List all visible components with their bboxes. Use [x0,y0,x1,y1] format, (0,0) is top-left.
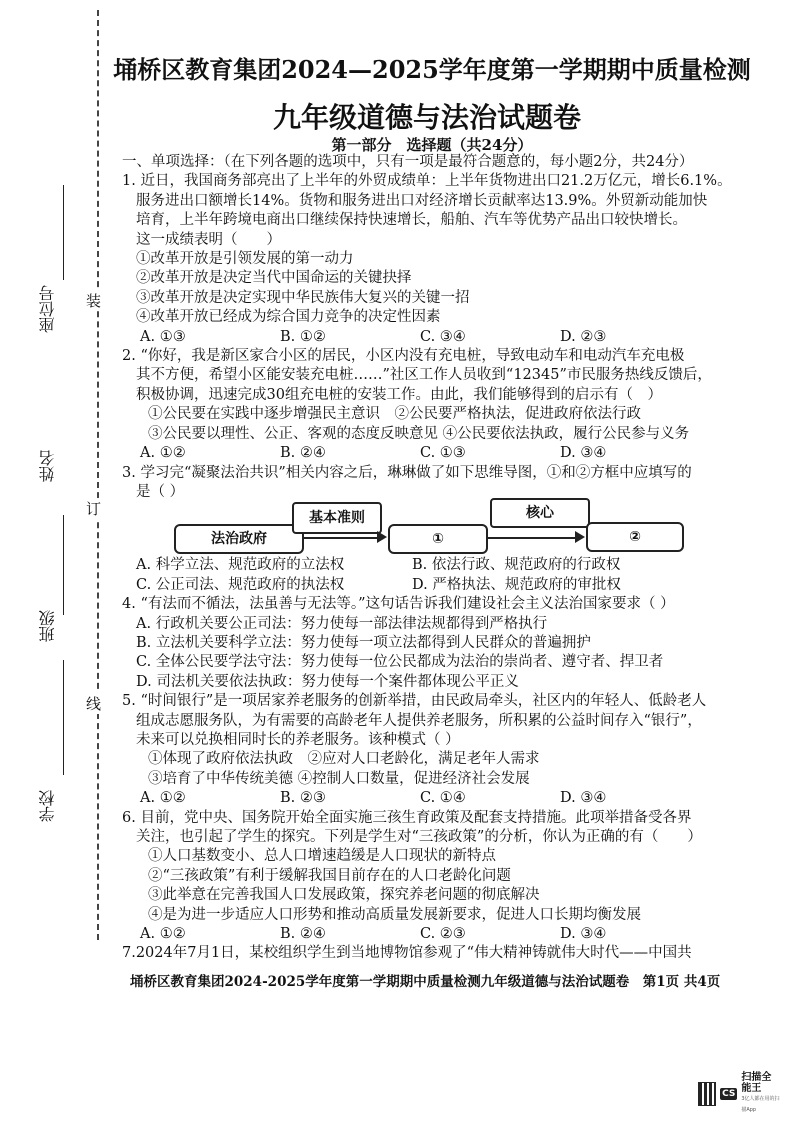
section-heading: 第一部分 选择题（共24分） [331,136,533,154]
option-c[interactable]: C. ③④ [420,328,466,345]
statement: ②改革开放是决定当代中国命运的关键抉择 [136,270,412,287]
qr-code-icon [698,1082,716,1106]
statement: ④是为进一步适应人口形势和推动高质量发展新要求，促进人口长期均衡发展 [148,906,641,923]
question-line: 积极协调，迅速完成30组充电桩的安装工作。由此，我们能够得到的启示有（ ） [136,386,662,403]
binding-char-ding: 订 [86,500,102,518]
option-a[interactable]: A. 行政机关要公正司法：努力使每一部法律法规都得到严格执行 [136,615,548,632]
box-blank-2: ② [586,522,684,552]
statement: ④改革开放已经成为综合国力竞争的决定性因素 [136,309,441,326]
option-c[interactable]: C. ①③ [420,445,466,462]
box-blank-1: ① [388,524,488,554]
option-b[interactable]: B. ②③ [280,790,326,807]
statement: ③公民要以理性、公正、客观的态度反映意见 ④公民要依法执政，履行公民参与义务 [148,425,690,442]
options-row [122,925,784,944]
arrow-2 [486,537,576,539]
option-b[interactable]: B. 立法机关要科学立法：努力使每一项立法都得到人民群众的普遍拥护 [136,634,591,651]
box-rule-of-law-government: 法治政府 [174,524,304,554]
question-line: 服务进出口额增长14%。货物和服务进出口对经济增长贡献率达13.9%。外贸新动能加快 [136,192,708,209]
statement: ①改革开放是引领发展的第一动力 [136,251,354,268]
question-line: 这一成绩表明（ ） [136,231,281,248]
option-d[interactable]: D. ③④ [560,445,607,462]
option-d[interactable]: D. ②③ [560,328,607,345]
page-footer: 埇桥区教育集团2024-2025学年度第一学期期中质量检测九年级道德与法治试题卷 第1页 共4页 [130,974,721,990]
scanner-watermark [698,1072,780,1113]
seat-number-label: 座位号 [38,285,57,333]
statement: ①人口基数变小、总人口增速趋缓是人口现状的新特点 [148,848,496,865]
mind-map-diagram [122,504,784,556]
arrowhead-2 [575,531,585,543]
label-core: 核心 [490,498,590,528]
option-b[interactable]: B. ①② [280,328,326,345]
option-d[interactable]: D. ③④ [560,926,607,943]
option-d[interactable]: D. 严格执法、规范政府的审批权 [412,576,621,593]
option-a[interactable]: A. ①② [140,445,186,462]
question-3 [122,464,784,596]
options-row [122,556,784,575]
question-line: 是（ ） [136,483,185,500]
question-line: 培育，上半年跨境电商出口继续保持快速增长，船舶、汽车等优势产品出口较快增长。 [136,212,687,229]
question-2 [122,347,784,463]
question-1 [122,172,784,347]
option-a[interactable]: A. 科学立法、规范政府的立法权 [136,557,345,574]
question-line: 4. “有法而不循法，法虽善与无法等。”这句话告诉我们建设社会主义法治国家要求（ ） [122,596,675,613]
question-5 [122,692,784,808]
question-content [122,153,784,964]
scanner-brand [741,1072,780,1116]
scanner-tagline: 3亿人都在用的扫描App [741,1096,780,1113]
option-b[interactable]: B. ②④ [280,445,326,462]
statement: ②“三孩政策”有利于缓解我国目前存在的人口老龄化问题 [148,867,511,884]
question-line: 1. 近日，我国商务部亮出了上半年的外贸成绩单：上半年货物进出口21.2万亿元，增长6.1%。 [122,173,732,190]
statement: ③此举意在完善我国人口发展政策，探究养老问题的彻底解决 [148,887,540,904]
option-c[interactable]: C. ①④ [420,790,466,807]
class-label: 班级 [38,610,57,642]
option-a[interactable]: A. ①② [140,926,186,943]
options-row [122,789,784,808]
question-4 [122,595,784,692]
question-line: 组成志愿服务队，为有需要的高龄老年人提供养老服务，所积累的公益时间存入“银行”， [136,712,702,729]
question-line: 其不方便，希望小区能安装充电桩……”社区工作人员收到“12345”市民服务热线反馈后， [136,367,712,384]
exam-subtitle: 九年级道德与法治试题卷 [272,101,581,134]
question-line: 关注，也引起了学生的探究。下列是学生对“三孩政策”的分析，你认为正确的有（ ） [136,829,702,845]
question-line: 5. “时间银行”是一项居家养老服务的创新举措，由民政局牵头，社区内的年轻人、低龄老人 [122,693,707,710]
statement: ①公民要在实践中逐步增强民主意识 ②公民要严格执法，促进政府依法行政 [148,406,641,423]
options-row [122,576,784,595]
scanner-name: 扫描全能王 [741,1072,772,1094]
question-line: 2. “你好，我是新区家合小区的居民，小区内没有充电桩，导致电动车和电动汽车充电极 [122,348,685,365]
exam-title: 埇桥区教育集团2024—2025学年度第一学期期中质量检测 [113,55,751,84]
question-7 [122,944,784,963]
binding-char-xian: 线 [86,695,102,713]
statement: ①体现了政府依法执政 ②应对人口老龄化，满足老年人需求 [148,751,540,768]
options-row [122,444,784,463]
question-line: 6. 目前，党中央、国务院开始全面实施三孩生育政策及配套支持措施。此项举措备受各界 [122,809,692,826]
class-blank [63,660,64,775]
name-label: 姓名 [38,450,57,482]
option-c[interactable]: C. 全体公民要学法守法：努力使每一位公民都成为法治的崇尚者、遵守者、捍卫者 [136,654,664,671]
binding-char-zhuang: 装 [86,292,102,310]
statement: ③培育了中华传统美德 ④控制人口数量，促进经济社会发展 [148,770,530,787]
option-c[interactable]: C. ②③ [420,926,466,943]
name-blank [63,515,64,615]
statement: ③改革开放是决定实现中华民族伟大复兴的关键一招 [136,289,470,306]
question-line: 未来可以兑换相同时长的养老服务。该种模式（ ） [136,731,460,748]
instructions: 一、单项选择：（在下列各题的选项中，只有一项是最符合题意的，每小题2分，共24分） [122,154,694,170]
option-b[interactable]: B. ②④ [280,926,326,943]
option-a[interactable]: A. ①② [140,790,186,807]
option-c[interactable]: C. 公正司法、规范政府的执法权 [136,576,345,593]
arrow-1 [302,537,378,539]
options-row [122,328,784,347]
arrowhead-1 [377,531,387,543]
question-line: 3. 学习完“凝聚法治共识”相关内容之后，琳琳做了如下思维导图，①和②方框中应填写的 [122,464,692,481]
option-a[interactable]: A. ①③ [140,328,186,345]
option-d[interactable]: D. 司法机关要依法执政：努力使每一个案件都体现公平正义 [136,673,519,690]
question-line: 7.2024年7月1日，某校组织学生到当地博物馆参观了“伟大精神铸就伟大时代——中国共 [122,945,692,962]
option-d[interactable]: D. ③④ [560,790,607,807]
question-6 [122,809,784,945]
seat-number-blank [63,185,64,280]
scanner-logo-icon: CS [722,1089,736,1099]
label-basic-principle: 基本准则 [292,502,382,534]
option-b[interactable]: B. 依法行政、规范政府的行政权 [412,557,621,574]
school-label: 学校 [38,790,57,822]
